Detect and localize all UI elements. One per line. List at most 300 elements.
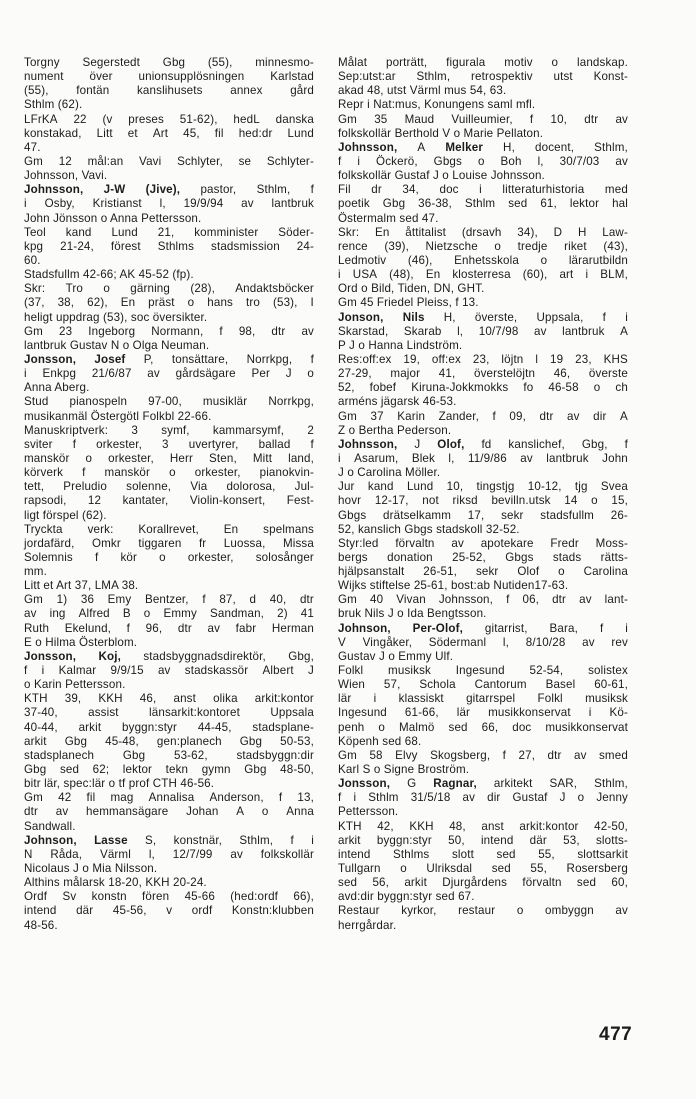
text-line bbox=[338, 664, 628, 678]
text-line bbox=[338, 565, 628, 579]
word: kpg bbox=[24, 239, 44, 253]
word: Sthlm bbox=[464, 197, 496, 211]
word: dtr bbox=[552, 593, 567, 607]
text-line bbox=[24, 466, 314, 480]
word: Skr: bbox=[338, 225, 360, 239]
word: A bbox=[417, 140, 426, 154]
word: lektor bbox=[569, 197, 600, 211]
word: Råda, bbox=[50, 847, 83, 861]
word: En bbox=[425, 268, 441, 282]
word: Skogsberg, bbox=[430, 748, 491, 762]
word: restaur bbox=[458, 904, 496, 918]
text-line bbox=[24, 664, 314, 678]
text-line bbox=[24, 311, 314, 325]
word: 52, bbox=[338, 381, 355, 395]
word: Albert bbox=[262, 664, 294, 678]
word: jordafärd, bbox=[24, 536, 75, 550]
word: H bbox=[577, 225, 587, 239]
word: dtr bbox=[271, 324, 286, 338]
word: figurala bbox=[446, 56, 486, 69]
word: LFrKA bbox=[24, 112, 58, 126]
word: dr bbox=[371, 183, 382, 197]
word: Andaktsböcker bbox=[235, 282, 314, 296]
word: i bbox=[625, 621, 628, 635]
word: rev bbox=[611, 635, 628, 649]
text-line bbox=[24, 876, 314, 890]
word: 1) bbox=[56, 593, 68, 607]
word: Vingåker, bbox=[362, 635, 413, 649]
text-line bbox=[338, 98, 628, 112]
text-line bbox=[338, 593, 628, 607]
word: Josef bbox=[94, 352, 126, 366]
text-line bbox=[24, 353, 314, 367]
word: o bbox=[159, 550, 166, 564]
word: stadsfullm bbox=[540, 508, 594, 522]
word: 48, bbox=[449, 819, 466, 833]
word: Uppsala, bbox=[536, 310, 584, 324]
word: 36-38, bbox=[418, 197, 452, 211]
word: Ingesund bbox=[338, 706, 387, 720]
word: f bbox=[278, 791, 283, 805]
word: orkester, bbox=[108, 451, 154, 465]
word: f bbox=[219, 324, 223, 338]
word: Gbg bbox=[382, 197, 406, 211]
word: av bbox=[582, 635, 595, 649]
word: Lund bbox=[406, 480, 434, 494]
word: motiv bbox=[504, 56, 533, 69]
word: landskap. bbox=[577, 56, 628, 69]
word: orkester, bbox=[194, 466, 241, 480]
text-line bbox=[24, 565, 314, 579]
word: 37-40, bbox=[24, 706, 58, 720]
word: unionsupplösningen bbox=[138, 70, 245, 84]
word: Anderson, bbox=[209, 791, 264, 805]
text-line bbox=[24, 339, 314, 353]
text-line bbox=[24, 607, 314, 621]
word: Vuilleumier, bbox=[451, 112, 513, 126]
word: 44-45, bbox=[197, 720, 232, 734]
word: (v bbox=[102, 112, 113, 126]
word: 10, bbox=[446, 480, 464, 494]
word: 55, bbox=[530, 862, 547, 876]
text-line bbox=[338, 820, 628, 834]
word: (55), bbox=[207, 56, 233, 69]
word: 46, bbox=[553, 367, 571, 381]
word: sekr bbox=[501, 508, 524, 522]
text-line bbox=[24, 890, 314, 904]
text-line bbox=[338, 509, 628, 523]
word: porträtt, bbox=[385, 56, 428, 69]
word: Sthlm, bbox=[239, 833, 274, 847]
word: Norrkpg, bbox=[246, 352, 293, 366]
word: Skr: bbox=[24, 282, 46, 296]
word: kand bbox=[367, 480, 394, 494]
word: f bbox=[338, 154, 342, 168]
word: A bbox=[620, 324, 628, 338]
word: Per-Olof, bbox=[412, 621, 463, 635]
line-text: folkskollär Berthold V o Marie Pellaton. bbox=[338, 126, 544, 140]
line-text: E o Hilma Österblom. bbox=[24, 635, 138, 649]
word: 46-58 bbox=[548, 381, 579, 395]
line-text: Althins målarsk 18-20, KKH 20-24. bbox=[24, 876, 207, 890]
word: i bbox=[479, 183, 482, 197]
word: 45-56, bbox=[112, 904, 147, 918]
word: i bbox=[311, 833, 314, 847]
word: 23, bbox=[575, 352, 592, 366]
word: J bbox=[559, 791, 566, 805]
text-line bbox=[338, 650, 628, 664]
word: Zander, bbox=[438, 409, 479, 423]
word: av bbox=[230, 847, 243, 861]
word: G bbox=[407, 777, 417, 791]
word: f bbox=[94, 550, 99, 564]
word: Värml bbox=[99, 847, 131, 861]
word: fo bbox=[523, 381, 534, 395]
word: intend bbox=[338, 847, 371, 861]
word: i bbox=[357, 154, 361, 168]
word: dtr bbox=[299, 593, 314, 607]
word: f bbox=[502, 748, 507, 762]
text-line bbox=[24, 84, 314, 98]
word: över bbox=[89, 70, 113, 84]
word: konstn bbox=[91, 890, 127, 904]
text-line bbox=[338, 197, 628, 211]
word: Osby, bbox=[44, 197, 75, 211]
word: Söder- bbox=[278, 225, 314, 239]
word: KHS bbox=[603, 352, 628, 366]
word: sed bbox=[496, 847, 516, 861]
text-line bbox=[24, 834, 314, 848]
word: gymn bbox=[201, 763, 231, 777]
word: gitarrist, bbox=[484, 621, 528, 635]
text-line bbox=[338, 791, 628, 805]
word: l, bbox=[148, 847, 155, 861]
word: av bbox=[301, 324, 314, 338]
word: med bbox=[604, 183, 628, 197]
line-text: 48-56. bbox=[24, 918, 58, 932]
line-text: Östermalm sed 47. bbox=[338, 211, 439, 225]
word: Lasse bbox=[94, 833, 128, 847]
line-text: akad 48, utst Värml mus 54, 63. bbox=[338, 84, 507, 98]
word: kyrkor, bbox=[401, 904, 437, 918]
word: P, bbox=[143, 352, 154, 366]
word: Luossa, bbox=[223, 536, 266, 550]
word: Sthlm, bbox=[416, 70, 451, 84]
word: o bbox=[261, 805, 269, 819]
word: tjg bbox=[574, 480, 588, 494]
text-line bbox=[24, 325, 314, 339]
text-line bbox=[24, 438, 314, 452]
word: orkester, bbox=[187, 550, 234, 564]
line-text: avd:dir byggn:styr sed 67. bbox=[338, 890, 475, 904]
word: 41 bbox=[300, 607, 314, 621]
word: gen:planech bbox=[156, 734, 222, 748]
word: 15, bbox=[611, 494, 628, 508]
word: konstakad, bbox=[24, 126, 82, 140]
word: o bbox=[169, 466, 176, 480]
word: H, bbox=[503, 140, 515, 154]
word: Gbgs bbox=[505, 550, 534, 564]
word: 36 bbox=[80, 593, 95, 607]
word: Skarab bbox=[403, 324, 442, 338]
text-line bbox=[24, 904, 314, 918]
word: f bbox=[126, 621, 131, 635]
text-line bbox=[338, 240, 628, 254]
word: Schlyter, bbox=[177, 154, 223, 168]
word: 66), bbox=[293, 890, 314, 904]
word: Tryckta bbox=[24, 522, 63, 536]
word: fören bbox=[142, 890, 170, 904]
word: Boh bbox=[500, 154, 522, 168]
word: Svea bbox=[600, 480, 628, 494]
word: 37 bbox=[370, 409, 384, 423]
word: Sthlm bbox=[368, 791, 399, 805]
word: sed bbox=[338, 876, 358, 890]
text-line bbox=[24, 240, 314, 254]
word: V bbox=[338, 635, 346, 649]
word: i bbox=[625, 310, 628, 324]
word: i bbox=[338, 268, 341, 282]
text-line bbox=[338, 721, 628, 735]
word: Litt bbox=[96, 126, 113, 140]
text-line bbox=[338, 890, 628, 904]
word: f bbox=[529, 112, 534, 126]
word: Konstn:klubben bbox=[231, 904, 314, 918]
word: arkit bbox=[404, 876, 427, 890]
word: präst bbox=[148, 296, 175, 310]
word: 46, bbox=[139, 692, 157, 706]
word: gård bbox=[290, 84, 314, 98]
word: Karin bbox=[397, 409, 426, 423]
word: olika bbox=[213, 692, 238, 706]
word: Schola bbox=[419, 678, 456, 692]
text-line bbox=[338, 735, 628, 749]
text-line bbox=[338, 254, 628, 268]
word: Johnson, bbox=[24, 833, 77, 847]
text-line bbox=[338, 678, 628, 692]
text-line bbox=[338, 494, 628, 508]
word: 2) bbox=[277, 607, 288, 621]
word: Kö- bbox=[609, 706, 628, 720]
word: Asarum, bbox=[354, 451, 399, 465]
line-text: bitr lär, spec:lär o tf prof CTH 46-56. bbox=[24, 777, 215, 791]
word: byggn:styr bbox=[122, 720, 178, 734]
word: tiggaren bbox=[138, 536, 182, 550]
line-text: mm. bbox=[24, 565, 47, 579]
word: intend bbox=[480, 833, 514, 847]
word: Alfred bbox=[78, 607, 110, 621]
word: av bbox=[534, 324, 547, 338]
word: av bbox=[615, 112, 628, 126]
word: Annalisa bbox=[148, 791, 195, 805]
word: dolorosa, bbox=[226, 480, 276, 494]
word: Ragnar, bbox=[433, 777, 477, 791]
word: A bbox=[620, 409, 628, 423]
word: Gbgs bbox=[338, 508, 367, 522]
word: 53-62, bbox=[173, 748, 208, 762]
word: KTH bbox=[338, 819, 362, 833]
text-line bbox=[338, 551, 628, 565]
word: 62; bbox=[92, 763, 110, 777]
word: Johnsson, bbox=[24, 183, 84, 197]
word: hans bbox=[207, 296, 234, 310]
word: i bbox=[338, 451, 341, 465]
word: 45, bbox=[183, 126, 200, 140]
word: danska bbox=[275, 112, 314, 126]
word: Gbg bbox=[244, 763, 267, 777]
word: Per bbox=[251, 367, 270, 381]
word: Gbgs bbox=[433, 154, 462, 168]
word: 40 bbox=[370, 593, 384, 607]
word: annex bbox=[230, 84, 263, 98]
text-line bbox=[338, 113, 628, 127]
word: Jonson, bbox=[338, 310, 384, 324]
line-text: musikanmäl Östergötl Folkbl 22-66. bbox=[24, 409, 212, 423]
word: av bbox=[520, 451, 533, 465]
word: sviter bbox=[24, 437, 53, 451]
word: l, bbox=[502, 635, 510, 649]
word: major bbox=[390, 367, 421, 381]
word: f bbox=[72, 437, 77, 451]
word: 34), bbox=[517, 225, 538, 239]
word: 38, bbox=[57, 296, 75, 310]
word: Johnsson, bbox=[338, 437, 398, 451]
text-line bbox=[24, 183, 314, 197]
word: fontän bbox=[76, 84, 110, 98]
word: Via bbox=[190, 480, 208, 494]
word: 17, bbox=[467, 508, 485, 522]
word: Moss- bbox=[595, 536, 628, 550]
word: Elvy bbox=[395, 748, 418, 762]
word: 51-62), bbox=[179, 112, 218, 126]
word: slotts- bbox=[595, 833, 628, 847]
word: musiklär bbox=[202, 395, 248, 409]
word: länsarkit:kontoret bbox=[149, 706, 241, 720]
word: 24- bbox=[296, 239, 314, 253]
line-text: Ord o Bild, Tiden, DN, GHT. bbox=[338, 282, 485, 296]
word: mag bbox=[110, 791, 134, 805]
word: nument bbox=[24, 70, 64, 84]
word: 11/9/86 bbox=[467, 451, 507, 465]
word: Jonsson, bbox=[24, 352, 77, 366]
text-line bbox=[24, 763, 314, 777]
text-line bbox=[338, 84, 628, 98]
word: Sthlms bbox=[157, 239, 195, 253]
word: kanslihusets bbox=[136, 84, 203, 98]
line-text: 47. bbox=[24, 140, 41, 154]
word: arkitekt bbox=[493, 777, 533, 791]
word: 35 bbox=[374, 112, 388, 126]
word: o bbox=[85, 451, 93, 465]
word: Cantorum bbox=[474, 678, 527, 692]
line-text: herrgårdar. bbox=[338, 918, 397, 932]
word: fr bbox=[198, 536, 207, 550]
word: Enhetsskola bbox=[454, 253, 519, 267]
word: Gm bbox=[338, 748, 357, 762]
word: d bbox=[249, 593, 257, 607]
word: Jur bbox=[338, 480, 355, 494]
word: 34, bbox=[402, 183, 419, 197]
word: Johnsson, bbox=[338, 140, 398, 154]
word: solosånger bbox=[255, 550, 314, 564]
text-line bbox=[338, 296, 628, 310]
word: kanslichef, bbox=[508, 437, 565, 451]
word: Emmy bbox=[163, 607, 197, 621]
word: spelmans bbox=[263, 522, 314, 536]
text-line bbox=[24, 127, 314, 141]
text-line bbox=[338, 169, 628, 183]
word: Maud bbox=[404, 112, 435, 126]
text-line bbox=[338, 226, 628, 240]
line-text: bruk Nils J o Ida Bengtsson. bbox=[338, 607, 487, 621]
word: Kalmar bbox=[58, 664, 97, 678]
word: Gbg bbox=[162, 56, 186, 69]
word: Gm bbox=[338, 593, 357, 607]
word: donation bbox=[387, 550, 433, 564]
line-text: Pettersson. bbox=[338, 805, 399, 819]
text-line bbox=[24, 410, 314, 424]
word: kand bbox=[65, 225, 92, 239]
text-line bbox=[24, 452, 314, 466]
line-text: folkskollär Gustaf J o Louise Johnsson. bbox=[338, 169, 545, 183]
text-line bbox=[24, 919, 314, 933]
line-text: lantbruk Gustav N o Olga Neuman. bbox=[24, 338, 210, 352]
word: 40-44, bbox=[24, 720, 58, 734]
text-line bbox=[338, 692, 628, 706]
text-line bbox=[24, 735, 314, 749]
word: Tro bbox=[65, 282, 83, 296]
word: 10/7/98 bbox=[478, 324, 519, 338]
word: i bbox=[353, 791, 357, 805]
word: stadskassör bbox=[184, 664, 249, 678]
word: Law- bbox=[602, 225, 628, 239]
word: 12/7/99 bbox=[172, 847, 213, 861]
word: lantbruk bbox=[562, 324, 605, 338]
word: lektor bbox=[122, 763, 153, 777]
word: fobef bbox=[369, 381, 397, 395]
line-text: Gustav J o Emmy Ulf. bbox=[338, 649, 454, 663]
word: av bbox=[241, 197, 254, 211]
word: 13, bbox=[297, 791, 314, 805]
line-text: Stadsfullm 42-66; AK 45-52 (fp). bbox=[24, 268, 194, 282]
word: Sthlm, bbox=[256, 183, 291, 197]
word: o bbox=[494, 239, 502, 253]
text-line bbox=[338, 395, 628, 409]
text-line bbox=[338, 537, 628, 551]
word: Gm bbox=[24, 791, 43, 805]
text-line bbox=[24, 98, 314, 112]
word: Carolina bbox=[583, 565, 628, 579]
word: 48-50, bbox=[280, 763, 314, 777]
word: retrospektiv bbox=[471, 70, 533, 84]
line-text: Johnsson, Vavi. bbox=[24, 169, 108, 183]
word: J bbox=[285, 367, 292, 381]
line-text: Gm 45 Friedel Pleiss, f 13. bbox=[338, 296, 479, 310]
word: kör bbox=[120, 550, 138, 564]
word: 60-61, bbox=[594, 678, 628, 692]
word: Folkl bbox=[338, 664, 364, 678]
word: 42-50, bbox=[594, 819, 628, 833]
text-line bbox=[338, 311, 628, 325]
word: preses bbox=[128, 112, 164, 126]
word: stadsbyggn:dir bbox=[236, 748, 314, 762]
line-text: arméns jägarsk 46-53. bbox=[338, 395, 457, 409]
word: Södermanl bbox=[428, 635, 487, 649]
word: 12-17, bbox=[374, 494, 409, 508]
word: o bbox=[400, 862, 407, 876]
word: o bbox=[103, 282, 110, 296]
word: kantater, bbox=[122, 494, 169, 508]
